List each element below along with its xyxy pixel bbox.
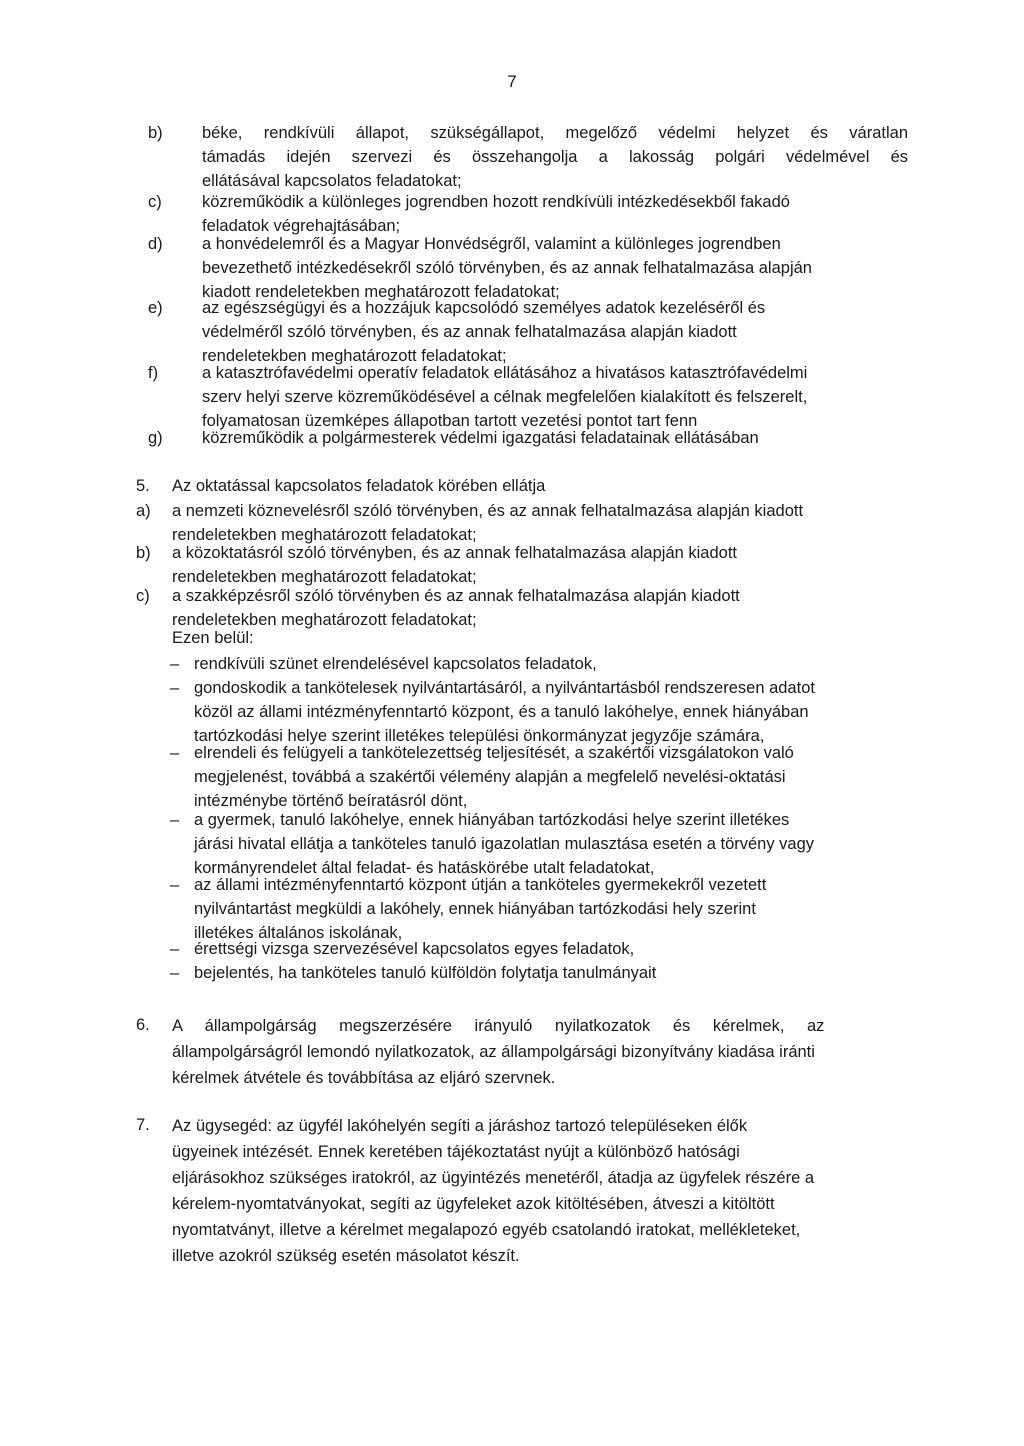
section-number: 5. [136, 477, 150, 495]
text-line: illetve azokról szükség esetén másolatot készít. [172, 1247, 520, 1265]
dash-text [194, 873, 910, 945]
section-5-item-b [136, 541, 906, 589]
text-line: kormányrendelet által feladat- és hatáskörébe utalt feladatokat, [194, 859, 655, 877]
text-line: rendeletekben meghatározott feladatokat; [172, 568, 477, 586]
text-line: eljárásokhoz szükséges iratokról, az ügyintézés menetéről, átadja az ügyfelek részére a [172, 1169, 815, 1187]
section-number: 7. [136, 1116, 150, 1134]
dash-item [170, 873, 910, 945]
text-line: a gyermek, tanuló lakóhelye, ennek hiányában tartózkodási helye szerint illetékes [194, 811, 790, 829]
dash-marker: – [170, 744, 180, 762]
text-line: nyomtatványt, illetve a kérelmet megalapozó egyéb csatolandó iratokat, mellékleteket, [172, 1221, 801, 1239]
list-item-b [148, 121, 908, 193]
section-5-item-c [136, 584, 906, 632]
list-text [202, 121, 908, 193]
dash-marker: – [170, 811, 180, 829]
text-line: kiadott rendeletekben meghatározott feladatokat; [202, 283, 560, 301]
text-line: bejelentés, ha tanköteles tanuló külföldön folytatja tanulmányait [194, 964, 657, 982]
dash-marker: – [170, 964, 180, 982]
section-7 [136, 1113, 906, 1269]
list-item-c [148, 190, 908, 238]
section-number: 6. [136, 1016, 150, 1034]
list-marker: f) [148, 364, 159, 382]
section-text [172, 1113, 906, 1269]
dash-text [194, 676, 910, 748]
text-line: Az ügysegéd: az ügyfél lakóhelyén segíti a járáshoz tartozó településeken élők [172, 1117, 748, 1135]
list-marker: b) [136, 544, 151, 562]
text-line: szerv helyi szerve közreműködésével a célnak megfelelően kialakított és felszerelt, [202, 388, 808, 406]
dash-item [170, 961, 910, 985]
dash-item [170, 676, 910, 748]
list-item-e [148, 296, 908, 368]
list-text [172, 584, 906, 632]
text-line: járási hivatal ellátja a tanköteles tanuló igazolatlan mulasztása esetén a törvény vagy [194, 835, 815, 853]
text-line: A állampolgárság megszerzésére irányuló nyilatkozatok és kérelmek, az [172, 1017, 825, 1035]
text-line: kérelmek átvétele és továbbítása az eljáró szervnek. [172, 1069, 556, 1087]
text-line: támadás idején szervezi és összehangolja a lakosság polgári védelmével és [202, 148, 908, 166]
list-item-d [148, 232, 908, 304]
text-line: a katasztrófavédelmi operatív feladatok ellátásához a hivatásos katasztrófavédelmi [202, 364, 808, 382]
section-text [172, 1013, 906, 1091]
text-line: érettségi vizsga szervezésével kapcsolatos egyes feladatok, [194, 940, 635, 958]
list-item-g [148, 426, 908, 450]
text-line: védelméről szóló törvényben, és az annak felhatalmazása alapján kiadott [202, 323, 737, 341]
text-line: az egészségügyi és a hozzájuk kapcsolódó személyes adatok kezeléséről és [202, 299, 766, 317]
text-line: tartózkodási helye szerint illetékes települési önkormányzat jegyzője számára, [194, 727, 765, 745]
section-title [172, 474, 906, 498]
list-text [172, 541, 906, 589]
text-line: feladatok végrehajtásában; [202, 217, 401, 235]
text-line: a közoktatásról szóló törvényben, és az annak felhatalmazása alapján kiadott [172, 544, 738, 562]
text-line: kérelem-nyomtatványokat, segíti az ügyfeleket azok kitöltésében, átveszi a kitöltött [172, 1195, 775, 1213]
text-line: nyilvántartást megküldi a lakóhely, ennek hiányában tartózkodási hely szerint [194, 900, 756, 918]
list-marker: c) [136, 587, 150, 605]
dash-text [194, 808, 910, 880]
text-line: állampolgárságról lemondó nyilatkozatok, az állampolgársági bizonyítvány kiadása iránti [172, 1043, 815, 1061]
list-marker: d) [148, 235, 163, 253]
dash-text [194, 961, 910, 985]
text-line: folyamatosan üzemképes állapotban tartott vezetési pontot tart fenn [202, 412, 698, 430]
text-line: rendeletekben meghatározott feladatokat; [202, 347, 507, 365]
list-marker: c) [148, 193, 162, 211]
text-line: ellátásával kapcsolatos feladatokat; [202, 172, 462, 190]
dash-text [194, 741, 910, 813]
list-item-f [148, 361, 908, 433]
list-marker: a) [136, 502, 151, 520]
text-line: Az oktatással kapcsolatos feladatok körében ellátja [172, 477, 546, 495]
text-line: béke, rendkívüli állapot, szükségállapot, megelőző védelmi helyzet és váratlan [202, 124, 908, 142]
dash-item [170, 741, 910, 813]
text-line: ügyeinek intézését. Ennek keretében tájékoztatást nyújt a különböző hatósági [172, 1143, 740, 1161]
list-marker: g) [148, 429, 163, 447]
dash-item [170, 937, 910, 961]
section-5-item-a [136, 499, 906, 547]
text-line: az állami intézményfenntartó központ útján a tanköteles gyermekekről vezetett [194, 876, 767, 894]
text-line: intézménybe történő beíratásról dönt, [194, 792, 468, 810]
dash-marker: – [170, 679, 180, 697]
page-number: 7 [507, 72, 517, 91]
list-text [202, 426, 908, 450]
dash-marker: – [170, 876, 180, 894]
text-line: rendeletekben meghatározott feladatokat; [172, 526, 477, 544]
text-line: illetékes általános iskolának, [194, 924, 403, 942]
text-line: a honvédelemről és a Magyar Honvédségről, valamint a különleges jogrendben [202, 235, 781, 253]
list-text [202, 190, 908, 238]
text-line: rendeletekben meghatározott feladatokat; [172, 611, 477, 629]
dash-item [170, 652, 910, 676]
text-line: közöl az állami intézményfenntartó központ, és a tanuló lakóhelye, ennek hiányában [194, 703, 809, 721]
dash-text [194, 937, 910, 961]
text-line: elrendeli és felügyeli a tankötelezettség teljesítését, a szakértői vizsgálatokon való [194, 744, 794, 762]
within-label: Ezen belül: [172, 629, 254, 647]
text-line: gondoskodik a tankötelesek nyilvántartásáról, a nyilvántartásból rendszeresen adatot [194, 679, 815, 697]
list-text [172, 499, 906, 547]
list-marker: b) [148, 124, 163, 142]
text-line: közreműködik a polgármesterek védelmi igazgatási feladatainak ellátásában [202, 429, 759, 447]
text-line: közreműködik a különleges jogrendben hozott rendkívüli intézkedésekből fakadó [202, 193, 790, 211]
section-6 [136, 1013, 906, 1091]
dash-marker: – [170, 655, 180, 673]
list-marker: e) [148, 299, 163, 317]
list-text [202, 296, 908, 368]
text-line: rendkívüli szünet elrendelésével kapcsolatos feladatok, [194, 655, 597, 673]
list-text [202, 361, 908, 433]
dash-text [194, 652, 910, 676]
dash-marker: – [170, 940, 180, 958]
text-line: a nemzeti köznevelésről szóló törvényben, és az annak felhatalmazása alapján kiadott [172, 502, 804, 520]
list-text [202, 232, 908, 304]
text-line: a szakképzésről szóló törvényben és az annak felhatalmazása alapján kiadott [172, 587, 740, 605]
text-line: bevezethető intézkedésekről szóló törvényben, és az annak felhatalmazása alapján [202, 259, 812, 277]
section-5-heading [136, 474, 906, 498]
text-line: megjelenést, továbbá a szakértői vélemény alapján a megfelelő nevelési-oktatási [194, 768, 786, 786]
dash-item [170, 808, 910, 880]
